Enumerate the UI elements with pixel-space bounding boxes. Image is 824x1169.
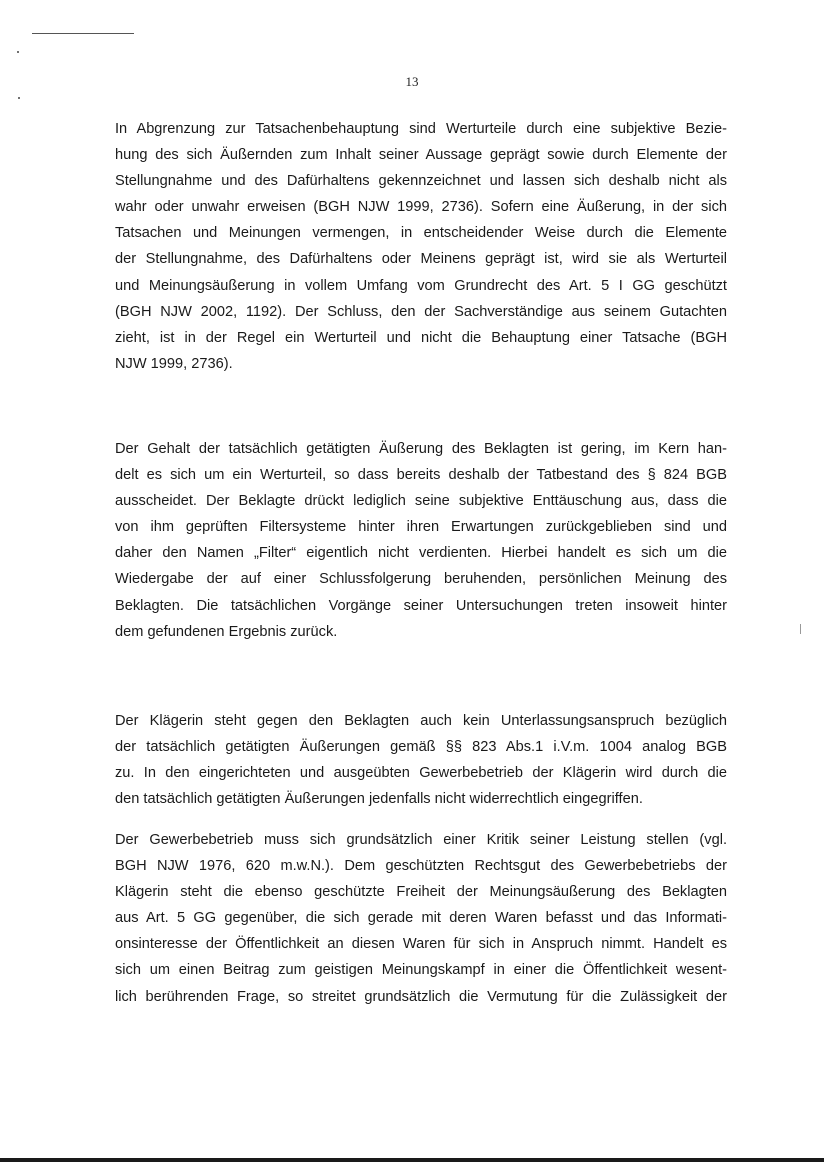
paragraph-2: [115, 436, 727, 645]
text-line: In Abgrenzung zur Tatsachenbehauptung sind Werturteile durch eine subjektive Bezie-: [115, 121, 727, 137]
text-line: und Meinungsäußerung in vollem Umfang vom Grundrecht des Art. 5 I GG geschützt: [115, 277, 727, 294]
text-line: Klägerin steht die ebenso geschützte Freiheit der Meinungsäußerung des Beklagten: [115, 884, 727, 901]
text-line: Wiedergabe der auf einer Schlussfolgerung beruhenden, persönlichen Meinung des: [115, 571, 727, 588]
text-line: dem gefundenen Ergebnis zurück.: [115, 623, 338, 640]
text-line: Stellungnahme und des Dafürhaltens gekennzeichnet und lassen sich deshalb nicht als: [115, 173, 727, 190]
text-line: Tatsachen und Meinungen vermengen, in entscheidender Weise durch die Elemente: [115, 225, 727, 242]
text-line: hung des sich Äußernden zum Inhalt seiner Aussage geprägt sowie durch Elemente der: [115, 147, 727, 164]
scan-artifact-top-line: [32, 33, 134, 34]
paragraph-1: [115, 116, 727, 377]
scan-artifact-edge-mark: [800, 624, 801, 634]
text-line: Der Gewerbebetrieb muss sich grundsätzlich einer Kritik seiner Leistung stellen (vgl.: [115, 832, 727, 848]
text-line: von ihm geprüften Filtersysteme hinter ihren Erwartungen zurückgeblieben sind und: [115, 519, 727, 536]
paragraph-3: [115, 708, 727, 812]
text-line: onsinteresse der Öffentlichkeit an diesen Waren für sich in Anspruch nimmt. Handelt es: [115, 936, 727, 953]
text-line: NJW 1999, 2736).: [115, 355, 233, 372]
text-line: (BGH NJW 2002, 1192). Der Schluss, den der Sachverständige aus seinem Gutachten: [115, 303, 727, 320]
text-line: Der Gehalt der tatsächlich getätigten Äußerung des Beklagten ist gering, im Kern han-: [115, 441, 727, 457]
text-line: delt es sich um ein Werturteil, so dass bereits deshalb der Tatbestand des § 824 BGB: [115, 467, 727, 484]
text-line: Beklagten. Die tatsächlichen Vorgänge seiner Untersuchungen treten insoweit hinter: [115, 597, 727, 614]
scan-artifact-bottom-bar: [0, 1158, 824, 1162]
page-number: 13: [405, 74, 419, 89]
text-line: den tatsächlich getätigten Äußerungen jedenfalls nicht widerrechtlich eingegriffen.: [115, 791, 643, 808]
paragraph-4: [115, 827, 727, 1010]
text-line: Der Klägerin steht gegen den Beklagten auch kein Unterlassungsanspruch bezüglich: [115, 713, 727, 729]
text-line: wahr oder unwahr erweisen (BGH NJW 1999, 2736). Sofern eine Äußerung, in der sich: [115, 199, 727, 216]
text-line: aus Art. 5 GG gegenüber, die sich gerade mit deren Waren befasst und das Informati-: [115, 910, 727, 927]
text-line: der Stellungnahme, des Dafürhaltens oder Meinens geprägt ist, wird sie als Werturteil: [115, 251, 727, 268]
text-line: BGH NJW 1976, 620 m.w.N.). Dem geschützten Rechtsgut des Gewerbebetriebs der: [115, 858, 727, 875]
text-line: lich berührenden Frage, so streitet grundsätzlich die Vermutung für die Zulässigkeit der: [115, 988, 727, 1005]
text-line: daher den Namen „Filter“ eigentlich nicht verdienten. Hierbei handelt es sich um die: [115, 545, 727, 562]
scan-speck: [17, 51, 19, 53]
scan-speck: [18, 97, 20, 99]
text-line: zu. In den eingerichteten und ausgeübten Gewerbebetrieb der Klägerin wird durch die: [115, 765, 727, 782]
text-line: ausscheidet. Der Beklagte drückt lediglich seine subjektive Enttäuschung aus, dass die: [115, 493, 727, 510]
text-line: zieht, ist in der Regel ein Werturteil und nicht die Behauptung einer Tatsache (BGH: [115, 329, 727, 346]
text-line: sich um einen Beitrag zum geistigen Meinungskampf in einer die Öffentlichkeit wesent-: [115, 962, 727, 979]
text-line: der tatsächlich getätigten Äußerungen gemäß §§ 823 Abs.1 i.V.m. 1004 analog BGB: [115, 739, 727, 756]
